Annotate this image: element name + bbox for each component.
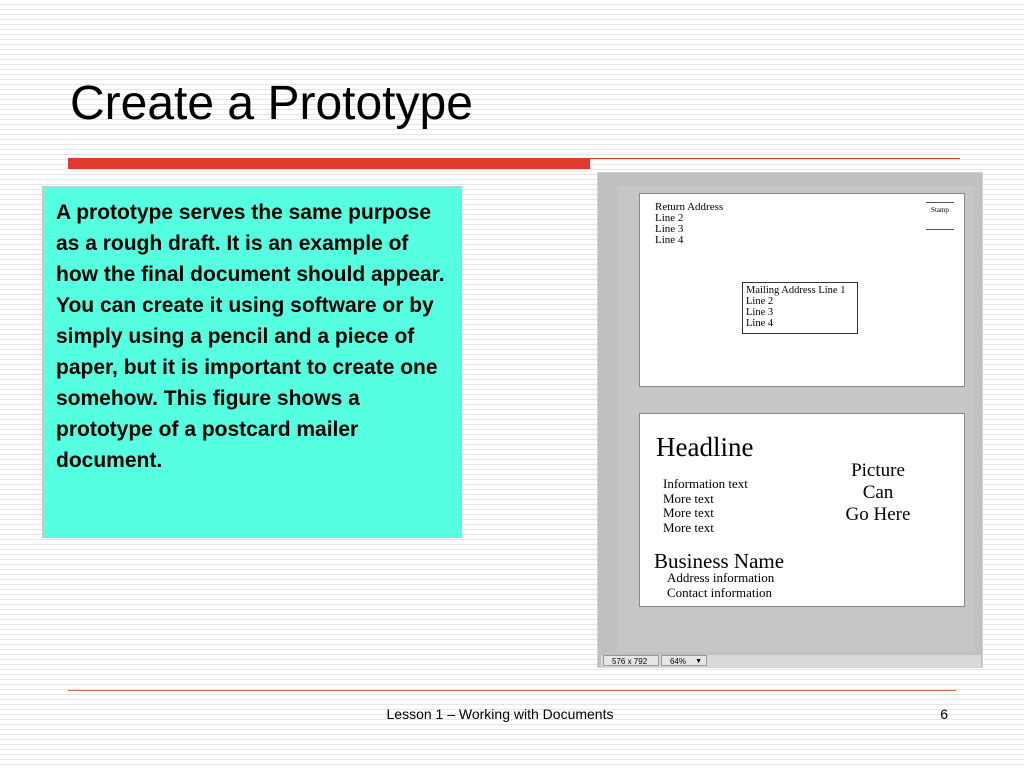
business-name: Business Name [654,549,785,573]
mailing-address-line: Mailing Address Line 1 [746,285,846,296]
stamp-area [926,200,954,230]
zoom-dropdown[interactable] [661,655,707,666]
information-block [663,477,748,535]
page-size-readout: 576 x 792 [603,655,659,666]
info-line: More text [663,519,714,535]
stamp-label: Stamp [931,206,949,214]
stamp-top-line [926,202,954,203]
slide-title: Create a Prototype [70,77,473,130]
business-info-line: Contact information [667,584,773,600]
mailing-address-line: Line 4 [746,318,774,329]
headline-text: Headline [656,432,754,462]
figure-status-bar [601,655,981,667]
return-address-line: Return Address [655,201,724,213]
postcard-front [639,193,965,387]
picture-line: Go Here [845,504,911,525]
return-address-line: Line 4 [655,234,684,246]
title-accent-bar [68,158,590,169]
mailing-address-line: Line 2 [746,296,774,307]
footer-text: Lesson 1 – Working with Documents [386,706,614,722]
page-number: 6 [940,706,948,722]
stamp-bottom-line [926,229,954,230]
callout-text: A prototype serves the same purpose as a rough draft. It is an example of how the final document should appear. You can create it using software or by simply using a pencil and a piece of paper, but it is important to create one somehow. This figure shows a prototype of a postcard mailer document. [56,201,445,472]
info-line: More text [663,505,714,520]
mailing-address-line: Line 3 [746,307,774,318]
prototype-figure [597,172,983,668]
business-info-block [667,571,774,600]
picture-line: Can [862,482,894,503]
zoom-value: 64% [670,657,687,666]
mailing-address-box [742,282,858,334]
return-address-block [655,202,723,246]
info-line: More text [663,490,714,506]
callout-box [42,186,462,538]
info-line: Information text [663,476,748,491]
picture-line: Picture [851,460,905,481]
return-address-line: Line 2 [655,212,684,224]
title-divider-line [590,158,960,159]
postcard-back [639,413,965,607]
figure-canvas [617,186,975,652]
business-info-line: Address information [667,570,775,585]
picture-placeholder [828,460,928,526]
footer-divider [68,690,956,691]
chevron-down-icon: ▼ [695,658,702,665]
return-address-line: Line 3 [655,223,684,235]
